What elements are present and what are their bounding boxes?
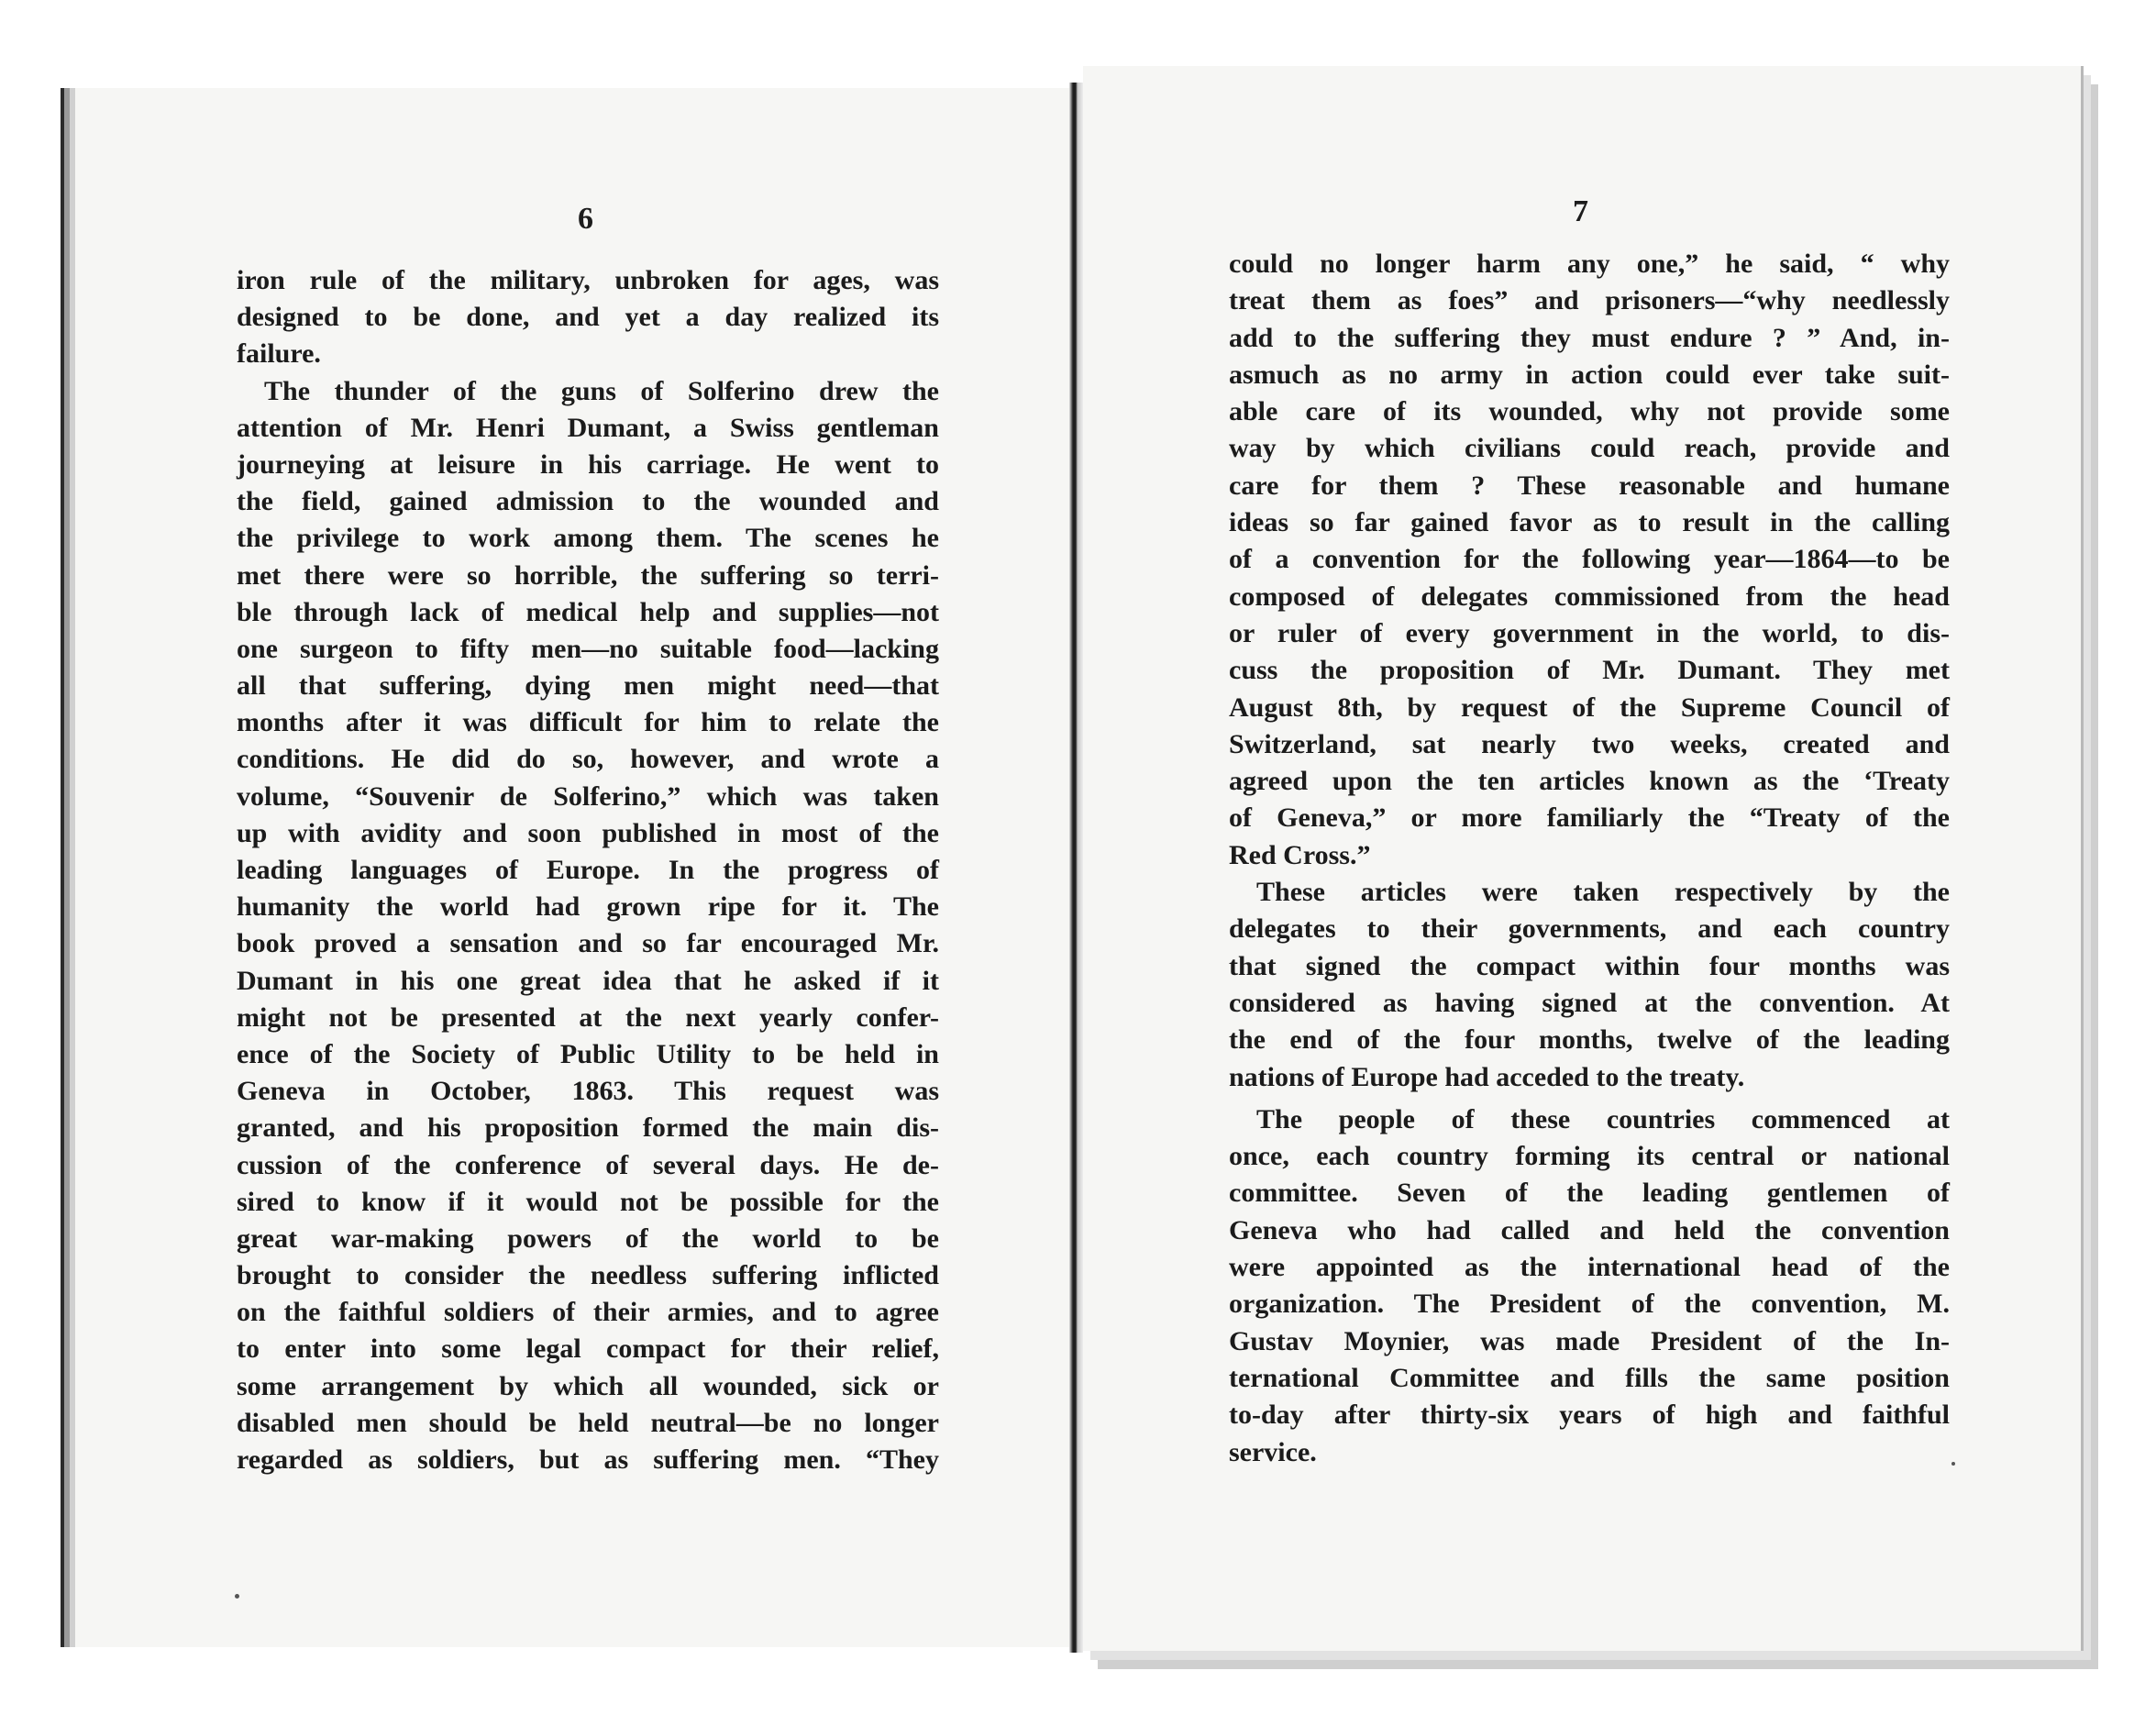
text-line: could no longer harm any one,” he said, “ why: [1229, 249, 1950, 279]
text-line: designed to be done, and yet a day realized its: [237, 302, 939, 333]
text-line: iron rule of the military, unbroken for ages, was: [237, 265, 939, 295]
text-line: the end of the four months, twelve of the leading: [1229, 1024, 1950, 1056]
text-line: great war-making powers of the world to be: [237, 1223, 939, 1254]
text-line: to-day after thirty-six years of high and faithful: [1229, 1400, 1950, 1431]
text-line: one surgeon to fifty men—no suitable food—lacking: [237, 633, 939, 664]
text-line: The people of these countries commenced at: [1256, 1103, 1950, 1134]
left-page-text: [237, 262, 939, 1478]
right-page-number: 7: [1573, 194, 1588, 228]
text-line: all that suffering, dying men might need—that: [237, 670, 939, 702]
text-line: care for them ? These reasonable and humane: [1229, 470, 1950, 501]
text-line: Geneva who had called and held the convention: [1229, 1214, 1950, 1245]
text-line: August 8th, by request of the Supreme Council of: [1229, 692, 1950, 723]
text-line: conditions. He did do so, however, and wrote a: [237, 744, 939, 775]
text-line: organization. The President of the convention, M.: [1229, 1289, 1950, 1320]
text-line: journeying at leisure in his carriage. He went to: [237, 448, 939, 480]
text-line: cuss the proposition of Mr. Dumant. They met: [1229, 655, 1950, 686]
text-line: Gustav Moynier, was made President of the In-: [1229, 1325, 1950, 1356]
text-line: agreed upon the ten articles known as the ‘Treaty: [1229, 766, 1950, 797]
text-line: might not be presented at the next yearly confer-: [237, 1001, 939, 1033]
ink-speck: [235, 1594, 239, 1599]
text-line: granted, and his proposition formed the main dis-: [237, 1112, 939, 1144]
text-line: that signed the compact within four months was: [1229, 950, 1950, 981]
text-line: book proved a sensation and so far encouraged Mr.: [237, 928, 939, 959]
text-line: Geneva in October, 1863. This request was: [237, 1076, 939, 1107]
text-line: months after it was difficult for him to relate the: [237, 707, 939, 738]
text-line: able care of its wounded, why not provide some: [1229, 396, 1950, 427]
text-line: humanity the world had grown ripe for it. The: [237, 891, 939, 923]
text-line: committee. Seven of the leading gentlemen of: [1229, 1178, 1950, 1209]
text-line: Dumant in his one great idea that he asked if it: [237, 965, 939, 996]
text-line: of a convention for the following year—1864—to be: [1229, 544, 1950, 575]
text-line: up with avidity and soon published in most of the: [237, 817, 939, 848]
text-line: ble through lack of medical help and supplies—not: [237, 596, 939, 627]
text-line: Red Cross.”: [1229, 839, 1371, 870]
text-line: disabled men should be held neutral—be no longer: [237, 1407, 939, 1438]
text-line: considered as having signed at the convention. At: [1229, 987, 1950, 1018]
text-line: composed of delegates commissioned from the head: [1229, 581, 1950, 612]
text-line: cussion of the conference of several days. He de-: [237, 1149, 939, 1180]
text-line: once, each country forming its central or national: [1229, 1141, 1950, 1172]
text-line: leading languages of Europe. In the progress of: [237, 855, 939, 885]
text-line: The thunder of the guns of Solferino drew the: [264, 375, 939, 406]
right-page-text: [1229, 246, 1950, 1471]
text-line: to enter into some legal compact for their relief,: [237, 1333, 939, 1365]
text-line: or ruler of every government in the world, to dis-: [1229, 617, 1950, 648]
text-line: service.: [1229, 1436, 1317, 1467]
text-line: volume, “Souvenir de Solferino,” which was taken: [237, 780, 939, 812]
text-line: some arrangement by which all wounded, sick or: [237, 1370, 939, 1401]
left-page-number: 6: [578, 202, 593, 236]
text-line: of Geneva,” or more familiarly the “Treaty of the: [1229, 802, 1950, 834]
text-line: regarded as soldiers, but as suffering men. “They: [237, 1444, 939, 1475]
text-line: the field, gained admission to the wounded and: [237, 486, 939, 517]
text-line: met there were so horrible, the suffering so terri-: [237, 559, 939, 591]
text-line: brought to consider the needless suffering inflicted: [237, 1260, 939, 1291]
text-line: delegates to their governments, and each country: [1229, 913, 1950, 945]
text-line: ideas so far gained favor as to result in the calling: [1229, 507, 1950, 538]
text-line: the privilege to work among them. The scenes he: [237, 523, 939, 554]
ink-speck: [1951, 1462, 1955, 1466]
text-line: nations of Europe had acceded to the treaty.: [1229, 1061, 1745, 1092]
text-line: asmuch as no army in action could ever take suit-: [1229, 359, 1950, 390]
text-line: on the faithful soldiers of their armies, and to agree: [237, 1297, 939, 1328]
text-line: treat them as foes” and prisoners—“why needlessly: [1229, 285, 1950, 316]
text-line: sired to know if it would not be possible for the: [237, 1186, 939, 1217]
text-line: ternational Committee and fills the same position: [1229, 1362, 1950, 1393]
text-line: add to the suffering they must endure ? ” And, in-: [1229, 322, 1950, 353]
text-line: way by which civilians could reach, provide and: [1229, 433, 1950, 464]
text-line: These articles were taken respectively by the: [1256, 877, 1950, 908]
text-line: Switzerland, sat nearly two weeks, created and: [1229, 728, 1950, 759]
book-gutter: [1069, 83, 1083, 1653]
text-line: were appointed as the international head of the: [1229, 1252, 1950, 1283]
text-line: ence of the Society of Public Utility to be held in: [237, 1038, 939, 1069]
text-line: attention of Mr. Henri Dumant, a Swiss gentleman: [237, 412, 939, 443]
text-line: failure.: [237, 338, 321, 370]
